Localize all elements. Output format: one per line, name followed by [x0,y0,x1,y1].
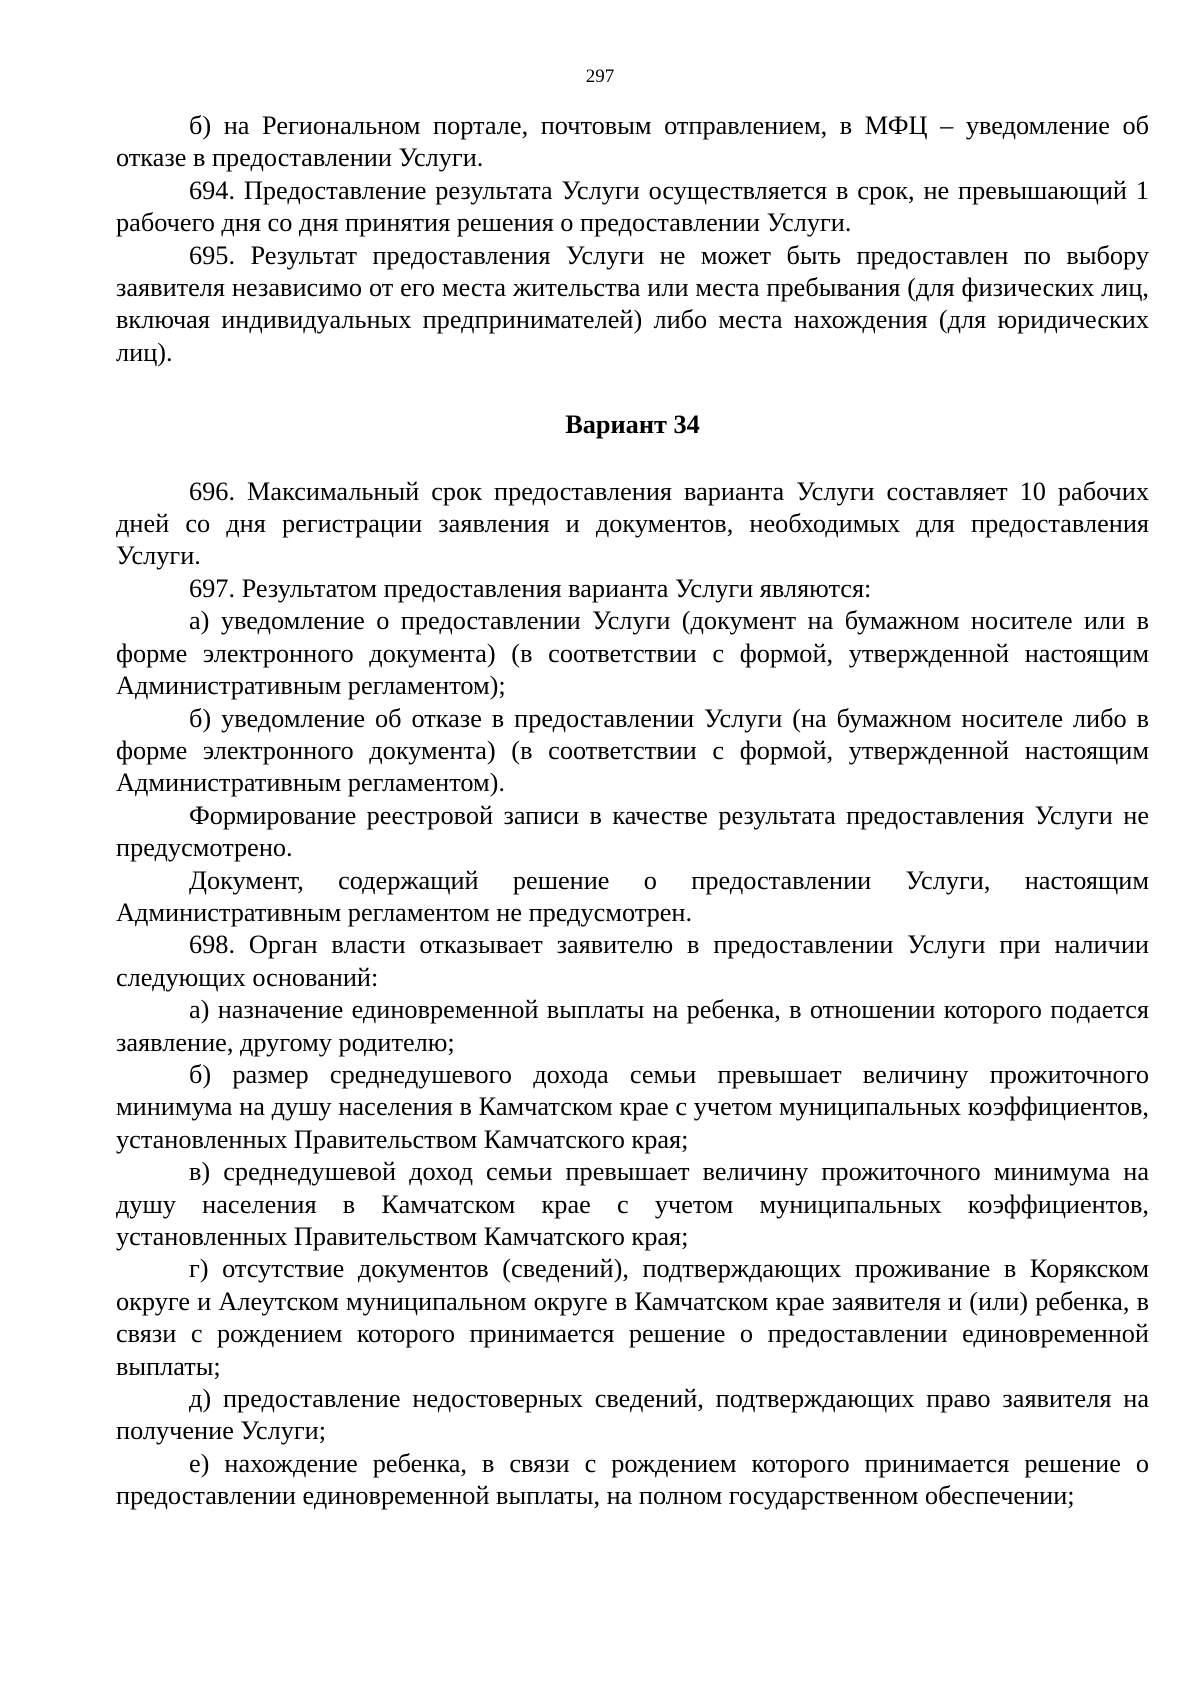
paragraph-698-d: д) предоставление недостоверных сведений, подтверждающих право заявителя на получение Услуги; [116,1384,1149,1446]
paragraph-698-e: е) нахождение ребенка, в связи с рождением которого принимается решение о предоставлении единовременной выплаты, на полном государственном обеспечении; [116,1448,1149,1511]
document-body [116,110,1149,1513]
paragraph-697-b: б) уведомление об отказе в предоставлении Услуги (на бумажном носителе либо в форме электронного документа) (в соответствии с формой, утвержденной настоящим Административным регламентом). [116,703,1149,798]
paragraph-697: 697. Результатом предоставления варианта Услуги являются: [189,573,872,603]
paragraph-695: 695. Результат предоставления Услуги не может быть предоставлен по выбору заявителя независимо от его места жительства или места пребывания (для физических лиц, включая индивидуальных предпринимателей) либо места нахождения (для юридических лиц). [116,240,1149,367]
paragraph-registry-record: Формирование реестровой записи в качестве результата предоставления Услуги не предусмотрено. [116,800,1149,863]
paragraph-698-a: а) назначение единовременной выплаты на ребенка, в отношении которого подается заявление, другому родителю; [116,995,1149,1057]
paragraph-698-g: г) отсутствие документов (сведений), подтверждающих проживание в Корякском округе и Алеутском муниципальном округе в Камчатском крае заявителя и (или) ребенка, в связи с рождением которого принимается решение о предоставлении единовременной выплаты; [116,1254,1149,1381]
paragraph-decision-document: Документ, содержащий решение о предоставлении Услуги, настоящим Административным регламентом не предусмотрен. [116,865,1149,927]
paragraph-697-a: а) уведомление о предоставлении Услуги (документ на бумажном носителе или в форме электронного документа) (в соответствии с формой, утвержденной настоящим Административным регламентом); [116,606,1149,701]
section-heading: Вариант 34 [565,410,700,440]
paragraph-698-b: б) размер среднедушевого дохода семьи превышает величину прожиточного минимума на душу населения в Камчатском крае с учетом муниципальных коэффициентов, установленных Правительством Камчатского края; [116,1059,1149,1154]
paragraph-b-notice: б) на Региональном портале, почтовым отправлением, в МФЦ – уведомление об отказе в предоставлении Услуги. [116,111,1149,173]
page-number: 297 [585,66,615,87]
paragraph-698-v: в) среднедушевой доход семьи превышает величину прожиточного минимума на душу населения в Камчатском крае с учетом муниципальных коэффициентов, установленных Правительством Камчатского края; [116,1157,1149,1251]
paragraph-694: 694. Предоставление результата Услуги осуществляется в срок, не превышающий 1 рабочего дня со дня принятия решения о предоставлении Услуги. [116,175,1149,238]
paragraph-696: 696. Максимальный срок предоставления варианта Услуги составляет 10 рабочих дней со дня регистрации заявления и документов, необходимых для предоставления Услуги. [116,476,1149,571]
paragraph-698: 698. Орган власти отказывает заявителю в предоставлении Услуги при наличии следующих оснований: [116,930,1149,992]
